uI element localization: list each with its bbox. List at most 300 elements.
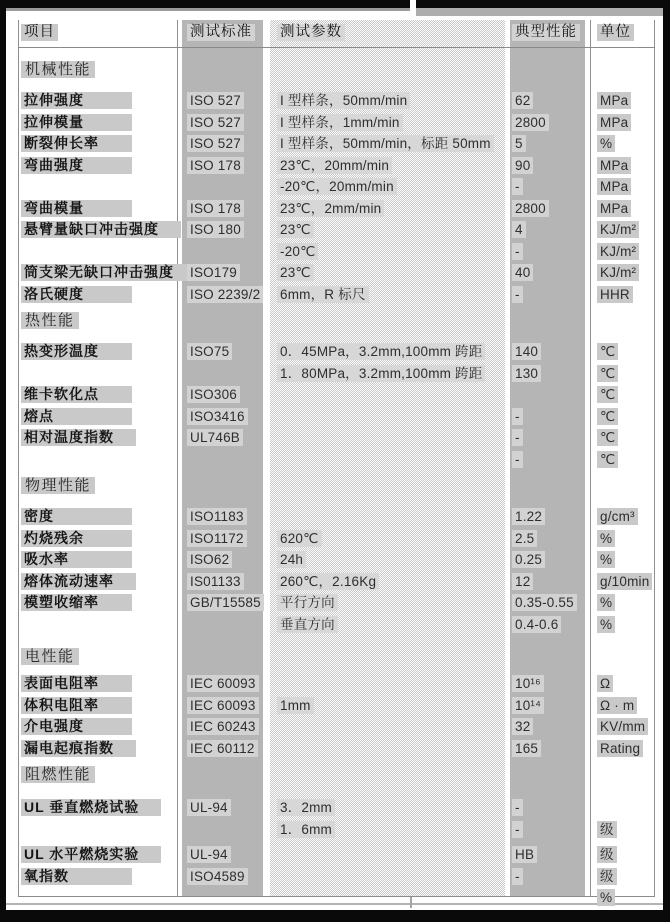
- cell-value: [512, 614, 597, 636]
- cell-item: [18, 738, 185, 760]
- cell-item: [18, 384, 185, 406]
- cell-standard: [185, 592, 275, 614]
- cell-value-text: -: [512, 868, 523, 885]
- table-row: [18, 592, 655, 614]
- cell-item-text: 热变形温度: [21, 343, 132, 360]
- table-row: [18, 819, 655, 841]
- table-row: [18, 219, 655, 241]
- cell-standard: [185, 198, 275, 220]
- cell-standard: [185, 528, 275, 550]
- cell-unit-text: ℃: [597, 343, 618, 360]
- cell-value-text: -: [512, 451, 523, 468]
- cell-standard: [185, 384, 275, 406]
- cell-item: [18, 866, 185, 888]
- cell-value: [512, 176, 597, 198]
- cell-standard: [185, 716, 275, 738]
- cell-params: [275, 844, 512, 866]
- cell-params-text: 平行方向: [277, 594, 338, 611]
- cell-value: [512, 528, 597, 550]
- table-row: [18, 176, 655, 198]
- cell-params-text: 23℃，20mm/min: [277, 157, 392, 174]
- cell-unit: [597, 219, 655, 241]
- cell-params: [275, 695, 512, 717]
- cell-standard-text: ISO179: [187, 264, 240, 281]
- cell-value: [512, 844, 597, 866]
- cell-params-text: 24h: [277, 551, 306, 568]
- cell-item-text: UL 垂直燃烧试验: [21, 799, 161, 816]
- cell-standard: [185, 90, 275, 112]
- cell-value-text: 0.4-0.6: [512, 616, 561, 633]
- cell-standard-text: ISO3416: [187, 408, 248, 425]
- section-title: [18, 474, 185, 498]
- cell-value: [512, 797, 597, 819]
- cell-params-text: 3．2mm: [277, 799, 335, 816]
- cell-standard-text: IEC 60243: [187, 718, 259, 735]
- cell-item-text: 洛氏硬度: [21, 286, 132, 303]
- cell-unit: [597, 284, 655, 306]
- cell-unit: [597, 887, 655, 909]
- table-row: [18, 384, 655, 406]
- cell-unit: [597, 112, 655, 134]
- cell-item: [18, 427, 185, 449]
- cell-value: [512, 406, 597, 428]
- cell-params: [275, 571, 512, 593]
- cell-unit: [597, 198, 655, 220]
- cell-unit: [597, 241, 655, 263]
- cell-item: [18, 528, 185, 550]
- cell-unit: [597, 363, 655, 385]
- cell-standard: [185, 571, 275, 593]
- section-title: [18, 309, 185, 333]
- cell-value: [512, 155, 597, 177]
- cell-params-text: 6mm，R 标尺: [277, 286, 369, 303]
- section-row: [18, 645, 655, 669]
- cell-unit: [597, 449, 655, 471]
- cell-params: [275, 819, 512, 841]
- cell-standard-text: IEC 60112: [187, 740, 258, 757]
- cell-item: [18, 571, 185, 593]
- cell-standard: [185, 155, 275, 177]
- table-row: [18, 673, 655, 695]
- table-row: [18, 716, 655, 738]
- cell-value-text: 2800: [512, 200, 549, 217]
- cell-value: [512, 219, 597, 241]
- cell-standard-text: UL746B: [187, 429, 243, 446]
- cell-unit: [597, 90, 655, 112]
- cell-unit-text: MPa: [597, 114, 631, 131]
- table-row: [18, 241, 655, 263]
- cell-params: [275, 449, 512, 471]
- cell-item: [18, 695, 185, 717]
- cell-params: [275, 219, 512, 241]
- section-row: [18, 763, 655, 787]
- cell-value-text: -: [512, 408, 523, 425]
- cell-standard: [185, 363, 275, 385]
- cell-item: [18, 406, 185, 428]
- cell-value: [512, 341, 597, 363]
- cell-unit-text: %: [597, 889, 615, 906]
- cell-item: [18, 155, 185, 177]
- cell-standard-text: IS01133: [187, 573, 244, 590]
- cell-params: [275, 241, 512, 263]
- cell-standard: [185, 844, 275, 866]
- cell-params: [275, 155, 512, 177]
- cell-params-text: 1mm: [277, 697, 314, 714]
- cell-item: [18, 449, 185, 471]
- cell-value-text: -: [512, 429, 523, 446]
- cell-unit-text: %: [597, 551, 615, 568]
- cell-value: [512, 198, 597, 220]
- cell-item: [18, 506, 185, 528]
- cell-unit-text: g/cm³: [597, 508, 638, 525]
- table-row: [18, 427, 655, 449]
- cell-value: [512, 449, 597, 471]
- cell-unit-text: KJ/m²: [597, 264, 639, 281]
- cell-item: [18, 614, 185, 636]
- section-title-text: 阻燃性能: [21, 766, 95, 783]
- cell-value-text: 2.5: [512, 530, 537, 547]
- cell-unit: [597, 133, 655, 155]
- cell-params: [275, 90, 512, 112]
- cell-standard: [185, 797, 275, 819]
- scan-frame-bottom: [0, 910, 670, 922]
- cell-params-text: -20℃: [277, 243, 318, 260]
- cell-value: [512, 384, 597, 406]
- cell-unit-text: g/10min: [597, 573, 652, 590]
- cell-value: [512, 506, 597, 528]
- table-row: [18, 155, 655, 177]
- cell-params-text: I 型样条，1mm/min: [277, 114, 403, 131]
- cell-params-text: 260℃，2.16Kg: [277, 573, 379, 590]
- header-item: 项目: [18, 20, 185, 47]
- cell-standard: [185, 176, 275, 198]
- cell-params-text: 1．6mm: [277, 821, 335, 838]
- table-row: [18, 549, 655, 571]
- cell-unit: [597, 695, 655, 717]
- cell-standard: [185, 341, 275, 363]
- table-row: [18, 506, 655, 528]
- cell-value-text: -: [512, 821, 523, 838]
- cell-value: [512, 819, 597, 841]
- table-row: [18, 866, 655, 888]
- cell-item: [18, 549, 185, 571]
- cell-params-text: 1．80MPa，3.2mm,100mm 跨距: [277, 365, 485, 382]
- cell-value-text: -: [512, 799, 523, 816]
- cell-params: [275, 887, 512, 909]
- cell-params-text: I 型样条，50mm/min，标距 50mm: [277, 135, 494, 152]
- table-row: [18, 571, 655, 593]
- header-typical-value: 典型性能: [512, 20, 597, 47]
- cell-standard: [185, 738, 275, 760]
- cell-standard-text: IEC 60093: [187, 675, 259, 692]
- cell-unit: [597, 819, 655, 841]
- cell-value-text: -: [512, 243, 523, 260]
- properties-table: [18, 20, 655, 906]
- cell-item-text: 介电强度: [21, 718, 132, 735]
- cell-value-text: 5: [512, 135, 526, 152]
- cell-item: [18, 262, 185, 284]
- cell-item-text: 弯曲强度: [21, 157, 132, 174]
- cell-standard-text: GB/T15585: [187, 594, 264, 611]
- cell-unit: [597, 427, 655, 449]
- cell-standard-text: ISO 180: [187, 221, 244, 238]
- cell-value: [512, 571, 597, 593]
- header-unit: 单位: [597, 20, 655, 47]
- cell-item-text: 体积电阻率: [21, 697, 132, 714]
- section-title: [18, 763, 185, 787]
- cell-item: [18, 797, 185, 819]
- cell-unit-text: ℃: [597, 451, 618, 468]
- cell-params-text: 23℃，2mm/min: [277, 200, 384, 217]
- cell-unit: [597, 506, 655, 528]
- table-row: [18, 133, 655, 155]
- cell-item-text: 弯曲模量: [21, 200, 132, 217]
- cell-item-text: 灼烧残余: [21, 530, 132, 547]
- header-test-params: 测试参数: [275, 20, 512, 47]
- cell-standard: [185, 673, 275, 695]
- cell-unit-text: Ω · m: [597, 697, 637, 714]
- cell-value: [512, 284, 597, 306]
- cell-value: [512, 716, 597, 738]
- cell-item: [18, 673, 185, 695]
- cell-params-text: 620℃: [277, 530, 322, 547]
- cell-value-text: 10¹⁶: [512, 675, 544, 692]
- cell-standard: [185, 506, 275, 528]
- cell-params: [275, 341, 512, 363]
- cell-unit-text: Ω: [597, 675, 613, 692]
- cell-params: [275, 112, 512, 134]
- cell-params: [275, 716, 512, 738]
- cell-standard-text: UL-94: [187, 799, 231, 816]
- cell-item: [18, 198, 185, 220]
- cell-value-text: 40: [512, 264, 533, 281]
- cell-unit-text: 级: [597, 868, 617, 885]
- cell-value-text: 1.22: [512, 508, 545, 525]
- cell-unit: [597, 716, 655, 738]
- cell-unit-text: KJ/m²: [597, 243, 639, 260]
- cell-unit-text: MPa: [597, 200, 631, 217]
- cell-value: [512, 549, 597, 571]
- cell-params-text: 垂直方向: [277, 616, 338, 633]
- cell-params: [275, 797, 512, 819]
- cell-item-text: 密度: [21, 508, 132, 525]
- cell-value-text: 165: [512, 740, 541, 757]
- cell-standard: [185, 133, 275, 155]
- table-row: [18, 262, 655, 284]
- cell-value-text: 4: [512, 221, 526, 238]
- cell-standard: [185, 819, 275, 841]
- cell-unit-text: HHR: [597, 286, 633, 303]
- scan-frame-right: [663, 0, 670, 922]
- cell-item-text: 氧指数: [21, 868, 132, 885]
- cell-standard: [185, 219, 275, 241]
- cell-value: [512, 673, 597, 695]
- table-row: [18, 738, 655, 760]
- cell-unit: [597, 155, 655, 177]
- cell-unit: [597, 673, 655, 695]
- cell-params: [275, 614, 512, 636]
- spacer-row: [18, 498, 655, 506]
- cell-item: [18, 844, 185, 866]
- spacer-row: [18, 635, 655, 645]
- cell-params: [275, 406, 512, 428]
- cell-unit-text: MPa: [597, 178, 631, 195]
- cell-item: [18, 363, 185, 385]
- cell-value-text: 140: [512, 343, 541, 360]
- cell-params: [275, 284, 512, 306]
- cell-standard-text: ISO1172: [187, 530, 247, 547]
- cell-params: [275, 198, 512, 220]
- cell-standard-text: UL-94: [187, 846, 231, 863]
- table-row: [18, 797, 655, 819]
- section-title-text: 机械性能: [21, 61, 95, 78]
- table-row: [18, 695, 655, 717]
- cell-standard-text: ISO62: [187, 551, 232, 568]
- cell-params-text: 0．45MPa，3.2mm,100mm 跨距: [277, 343, 485, 360]
- cell-item-text: 断裂伸长率: [21, 135, 132, 152]
- section-title-text: 热性能: [21, 312, 79, 329]
- cell-item: [18, 133, 185, 155]
- cell-standard: [185, 427, 275, 449]
- cell-unit: [597, 528, 655, 550]
- cell-unit: [597, 866, 655, 888]
- cell-standard-text: ISO 2239/2: [187, 286, 263, 303]
- table-row: [18, 844, 655, 866]
- cell-unit-text: %: [597, 594, 615, 611]
- cell-unit-text: Rating: [597, 740, 643, 757]
- cell-item: [18, 176, 185, 198]
- cell-item: [18, 112, 185, 134]
- cell-unit-text: %: [597, 135, 615, 152]
- cell-standard-text: ISO306: [187, 386, 240, 403]
- cell-unit-text: %: [597, 530, 615, 547]
- cell-value-text: -: [512, 286, 523, 303]
- cell-value-text: 62: [512, 92, 533, 109]
- cell-unit: [597, 406, 655, 428]
- cell-unit: [597, 592, 655, 614]
- cell-value: [512, 262, 597, 284]
- cell-value-text: -: [512, 178, 523, 195]
- table-row: [18, 363, 655, 385]
- cell-params: [275, 549, 512, 571]
- cell-item-text: UL 水平燃烧实验: [21, 846, 161, 863]
- cell-item: [18, 716, 185, 738]
- cell-value-text: 10¹⁴: [512, 697, 544, 714]
- cell-standard-text: ISO4589: [187, 868, 248, 885]
- table-row: [18, 90, 655, 112]
- cell-params: [275, 262, 512, 284]
- cell-standard-text: ISO 527: [187, 92, 244, 109]
- cell-params: [275, 384, 512, 406]
- cell-params: [275, 738, 512, 760]
- cell-unit-text: KJ/m²: [597, 221, 639, 238]
- cell-item: [18, 219, 185, 241]
- cell-value-text: 0.25: [512, 551, 545, 568]
- cell-unit-text: MPa: [597, 92, 631, 109]
- cell-params-text: I 型样条，50mm/min: [277, 92, 410, 109]
- cell-item: [18, 819, 185, 841]
- cell-standard-text: ISO 527: [187, 114, 244, 131]
- cell-unit: [597, 844, 655, 866]
- cell-standard: [185, 112, 275, 134]
- cell-params-text: 23℃: [277, 264, 314, 281]
- cell-params-text: 23℃: [277, 221, 314, 238]
- cell-standard: [185, 549, 275, 571]
- table-row: [18, 284, 655, 306]
- cell-item: [18, 241, 185, 263]
- cell-unit: [597, 176, 655, 198]
- table-row: [18, 614, 655, 636]
- section-title-text: 电性能: [21, 648, 79, 665]
- cell-unit: [597, 341, 655, 363]
- scan-strip-left: [6, 8, 410, 11]
- cell-standard-text: ISO 178: [187, 200, 244, 217]
- cell-params: [275, 673, 512, 695]
- scan-frame-left: [0, 0, 6, 922]
- cell-item-text: 模塑收缩率: [21, 594, 132, 611]
- section-row: [18, 58, 655, 82]
- cell-standard: [185, 614, 275, 636]
- table-body: [18, 48, 655, 906]
- section-row: [18, 474, 655, 498]
- cell-params: [275, 528, 512, 550]
- cell-item-text: 吸水率: [21, 551, 132, 568]
- cell-value: [512, 427, 597, 449]
- cell-params: [275, 866, 512, 888]
- header-test-standard: 测试标准: [185, 20, 275, 47]
- cell-value-text: HB: [512, 846, 537, 863]
- cell-value-text: 32: [512, 718, 533, 735]
- cell-item: [18, 592, 185, 614]
- cell-standard: [185, 449, 275, 471]
- table-header-row: [18, 20, 655, 47]
- cell-item: [18, 887, 185, 909]
- cell-unit-text: 级: [597, 821, 617, 838]
- cell-unit-text: MPa: [597, 157, 631, 174]
- cell-unit: [597, 797, 655, 819]
- table-row: [18, 406, 655, 428]
- spacer-row: [18, 48, 655, 58]
- cell-unit: [597, 614, 655, 636]
- cell-unit-text: ℃: [597, 365, 618, 382]
- table-row: [18, 528, 655, 550]
- cell-value-text: 90: [512, 157, 533, 174]
- cell-value-text: 2800: [512, 114, 549, 131]
- cell-params: [275, 133, 512, 155]
- cell-unit-text: ℃: [597, 408, 618, 425]
- cell-item: [18, 341, 185, 363]
- cell-item-text: 维卡软化点: [21, 386, 132, 403]
- table-row: [18, 341, 655, 363]
- cell-unit-text: ℃: [597, 386, 618, 403]
- cell-unit: [597, 571, 655, 593]
- cell-standard-text: ISO 178: [187, 157, 244, 174]
- cell-item-text: 拉伸强度: [21, 92, 132, 109]
- cell-unit: [597, 262, 655, 284]
- scan-frame-notch: [410, 0, 416, 8]
- cell-value: [512, 695, 597, 717]
- scan-frame-top: [0, 0, 670, 8]
- cell-standard-text: ISO 527: [187, 135, 244, 152]
- cell-standard: [185, 887, 275, 909]
- cell-unit: [597, 384, 655, 406]
- cell-item-text: 悬臂量缺口冲击强度: [21, 221, 181, 238]
- table-row: [18, 112, 655, 134]
- cell-unit-text: KV/mm: [597, 718, 648, 735]
- cell-standard-text: ISO75: [187, 343, 232, 360]
- cell-value: [512, 112, 597, 134]
- spacer-row: [18, 333, 655, 341]
